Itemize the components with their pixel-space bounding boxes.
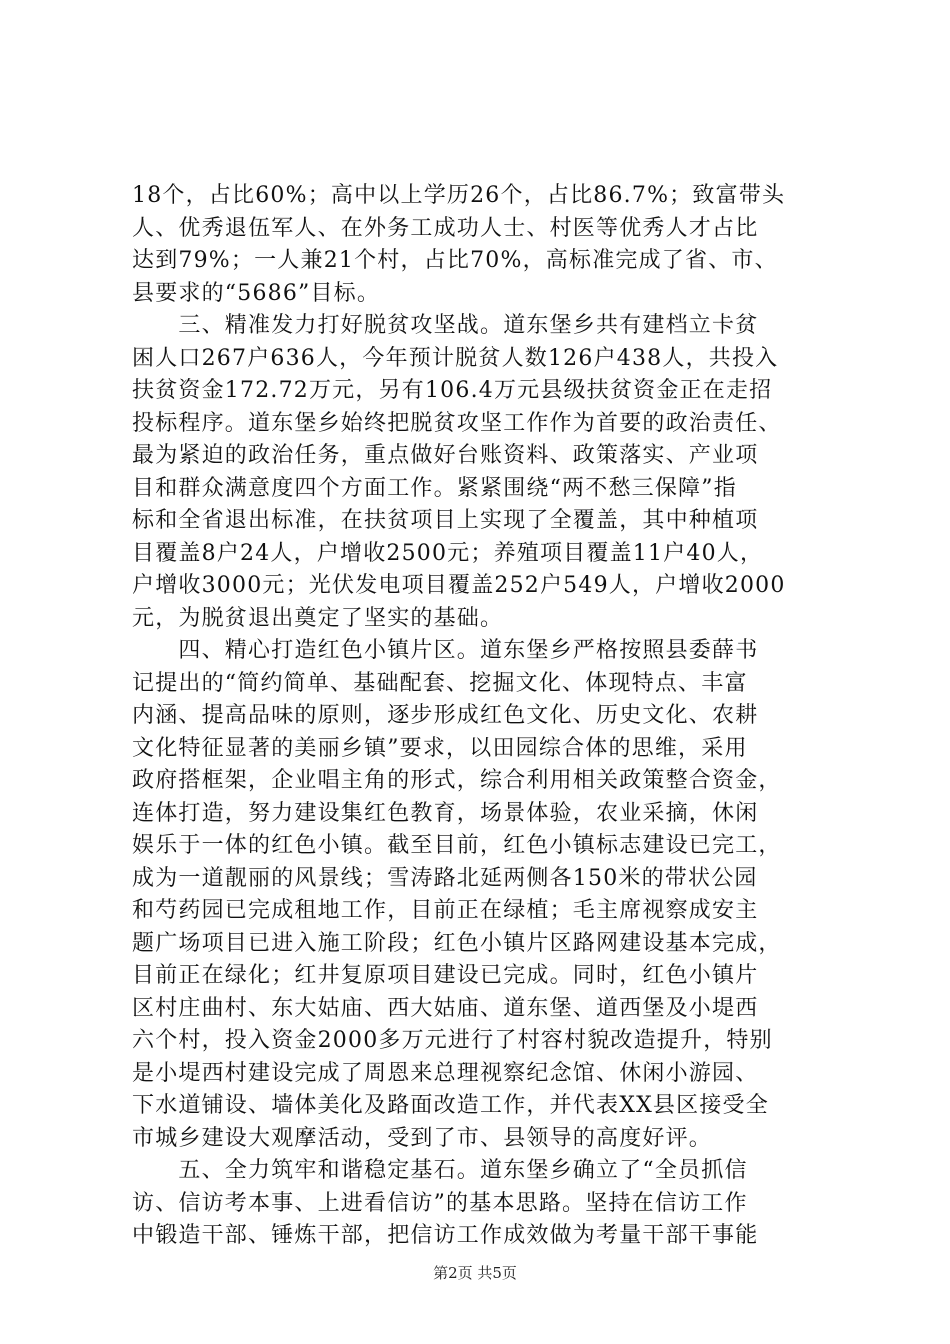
- text-line: 区村庄曲村、东大姑庙、西大姑庙、道东堡、道西堡及小堤西: [132, 995, 759, 1021]
- text-line: 达到79%；一人兼21个村，占比70%，高标准完成了省、市、: [132, 248, 778, 273]
- text-line: 连体打造，努力建设集红色教育，场景体验，农业采摘，休闲: [132, 800, 759, 826]
- text-line: 成为一道靓丽的风景线；雪涛路北延两侧各150米的带状公园: [132, 865, 758, 891]
- text-line: 最为紧迫的政治任务，重点做好台账资料、政策落实、产业项: [132, 443, 759, 468]
- text-line: 县要求的“5686”目标。: [132, 280, 381, 306]
- page-footer: [0, 1262, 950, 1283]
- text-line: 目前正在绿化；红井复原项目建设已完成。同时，红色小镇片: [132, 963, 759, 988]
- text-line: 题广场项目已进入施工阶段；红色小镇片区路网建设基本完成，: [132, 930, 782, 956]
- text-line: 中锻造干部、锤炼干部，把信访工作成效做为考量干部干事能: [132, 1223, 759, 1248]
- text-line: 四、精心打造红色小镇片区。道东堡乡严格按照县委薛书: [132, 638, 759, 663]
- text-line: 户增收3000元；光伏发电项目覆盖252户549人，户增收2000: [132, 573, 786, 598]
- text-line: 访、信访考本事、上进看信访”的基本思路。坚持在信访工作: [132, 1190, 748, 1216]
- text-line: 市城乡建设大观摩活动，受到了市、县领导的高度好评。: [132, 1125, 713, 1151]
- body-text: [132, 180, 837, 1253]
- text-line: 和芍药园已完成租地工作，目前正在绿植；毛主席视察成安主: [132, 898, 759, 923]
- text-line: 文化特征显著的美丽乡镇”要求，以田园综合体的思维，采用: [132, 735, 748, 761]
- text-line: 六个村，投入资金2000多万元进行了村容村貌改造提升，特别: [132, 1028, 773, 1053]
- text-line: 困人口267户636人，今年预计脱贫人数126户438人，共投入: [132, 345, 779, 371]
- text-line: 娱乐于一体的红色小镇。截至目前，红色小镇标志建设已完工，: [132, 833, 782, 858]
- text-line: 目和群众满意度四个方面工作。紧紧围绕“两不愁三保障”指: [132, 475, 737, 501]
- text-line: 投标程序。道东堡乡始终把脱贫攻坚工作作为首要的政治责任、: [132, 410, 782, 436]
- page-number-label: 第2页 共5页: [433, 1264, 517, 1282]
- text-line: 政府搭框架，企业唱主角的形式，综合利用相关政策整合资金，: [132, 768, 782, 793]
- text-line: 扶贫资金172.72万元，另有106.4万元县级扶贫资金正在走招: [132, 378, 773, 403]
- text-line: 18个，占比60%；高中以上学历26个，占比86.7%；致富带头: [132, 183, 786, 208]
- text-line: 目覆盖8户24人，户增收2500元；养殖项目覆盖11户40人，: [132, 540, 764, 566]
- text-line: 三、精准发力打好脱贫攻坚战。道东堡乡共有建档立卡贫: [132, 313, 759, 338]
- text-line: 是小堤西村建设完成了周恩来总理视察纪念馆、休闲小游园、: [132, 1060, 759, 1086]
- text-line: 内涵、提高品味的原则，逐步形成红色文化、历史文化、农耕: [132, 703, 759, 728]
- text-line: 下水道铺设、墙体美化及路面改造工作，并代表XX县区接受全: [132, 1093, 769, 1118]
- text-line: 五、全力筑牢和谐稳定基石。道东堡乡确立了“全员抓信: [132, 1158, 748, 1183]
- text-line: 人、优秀退伍军人、在外务工成功人士、村医等优秀人才占比: [132, 215, 759, 241]
- text-line: 标和全省退出标准，在扶贫项目上实现了全覆盖，其中种植项: [132, 508, 759, 533]
- text-line: 记提出的“简约简单、基础配套、挖掘文化、体现特点、丰富: [132, 670, 748, 696]
- text-line: 元，为脱贫退出奠定了坚实的基础。: [132, 605, 504, 631]
